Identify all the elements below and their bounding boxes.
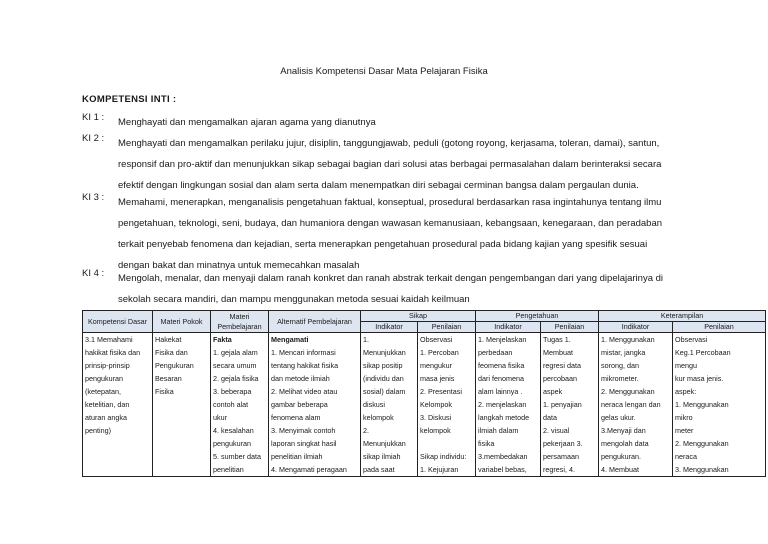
- cell-line: diskusi: [363, 400, 385, 409]
- cell-pengetahuan-penilaian: [541, 333, 599, 477]
- cell-line: 3.1 Memahami: [85, 335, 133, 344]
- cell-line: 1. Kejujuran: [420, 465, 459, 474]
- ki-text-line: Memahami, menerapkan, menganalisis pengetahuan faktual, konseptual, prosedural berdasarkan rasa ingintahunya tentang ilmu: [118, 197, 662, 208]
- ki-text: [118, 133, 718, 196]
- cell-line: regresi, 4.: [543, 465, 575, 474]
- cell-line: gelas ukur.: [601, 413, 636, 422]
- cell-line: Keg.1 Percobaan: [675, 348, 731, 357]
- cell-line: 1. Percoban: [420, 348, 459, 357]
- cell-line: Kelompok: [420, 400, 452, 409]
- cell-line: 1. penyajian: [543, 400, 582, 409]
- cell-line: 2. Menggunakan: [601, 387, 655, 396]
- cell-line: [155, 424, 208, 437]
- cell-sikap-indikator: [361, 333, 418, 477]
- cell-line: alam lainnya .: [478, 387, 523, 396]
- section-heading: KOMPETENSI INTI :: [82, 94, 177, 105]
- cell-line: 4. kesalahan: [213, 426, 254, 435]
- cell-line: Fisika dan: [155, 348, 188, 357]
- ki-text: [118, 268, 718, 310]
- ki-text-line: responsif dan pro-aktif dan menunjukkan sikap sebagai bagian dari solusi atas berbagai permasalahan dalam berinteraksi secara: [118, 159, 662, 170]
- ki-text-line: Mengolah, menalar, dan menyaji dalam ranah konkret dan ranah abstrak terkait dengan pengembangan dari yang dipelajarinya di: [118, 273, 664, 284]
- cell-line: 1. Mencari informasi: [271, 348, 336, 357]
- cell-line: [155, 463, 208, 476]
- ki-text-line: dengan bakat dan minatnya untuk memecahkan masalah: [118, 260, 360, 271]
- cell-line: 4. Mengamati peragaan: [271, 465, 347, 474]
- cell-alternatif-pembelajaran: [269, 333, 361, 477]
- cell-line: hakikat fisika dan: [85, 348, 141, 357]
- cell-line: 4. Membuat: [601, 465, 639, 474]
- cell-line: kur masa jenis.: [675, 374, 724, 383]
- cell-line: perbedaan: [478, 348, 513, 357]
- ki-label: KI 3 :: [82, 192, 105, 203]
- cell-line: variabel bebas,: [478, 465, 527, 474]
- cell-line: mistar, jangka: [601, 348, 646, 357]
- analysis-table: [82, 310, 766, 477]
- cell-keterampilan-penilaian: [673, 333, 766, 477]
- cell-keterampilan-indikator: [599, 333, 673, 477]
- ki-text-line: efektif dengan lingkungan sosial dan alam serta dalam menempatkan diri sebagai cerminan bangsa dalam pergaulan dunia.: [118, 180, 639, 191]
- cell-line: [85, 463, 150, 476]
- cell-line: 2. Menggunakan: [675, 439, 729, 448]
- ki-label: KI 4 :: [82, 268, 105, 279]
- cell-line: aspek:: [675, 387, 697, 396]
- cell-line: Observasi: [675, 335, 708, 344]
- cell-line: mengu: [675, 361, 697, 370]
- header-pengetahuan-penilaian: Penilaian: [541, 322, 599, 333]
- cell-line: contoh alat: [213, 400, 249, 409]
- cell-line: 1. gejala alam: [213, 348, 258, 357]
- header-sikap-indikator: Indikator: [361, 322, 418, 333]
- header-pengetahuan: Pengetahuan: [476, 311, 599, 322]
- cell-line: persamaan: [543, 452, 579, 461]
- cell-line: [85, 437, 150, 450]
- cell-line: ilmiah dalam: [478, 426, 519, 435]
- cell-line: sorong, dan: [601, 361, 639, 370]
- cell-line: prinsip-prinsip: [85, 361, 130, 370]
- cell-line: sosial) dalam: [363, 387, 406, 396]
- ki-text: [118, 112, 718, 133]
- cell-line: aturan angka: [85, 413, 127, 422]
- cell-line: Fisika: [155, 387, 174, 396]
- cell-line: Fakta: [213, 335, 232, 344]
- cell-line: penting): [85, 426, 111, 435]
- cell-materi-pokok: [153, 333, 211, 477]
- cell-line: 3. Menggunakan: [675, 465, 729, 474]
- cell-line: Membuat: [543, 348, 573, 357]
- cell-line: laporan singkat hasil: [271, 439, 337, 448]
- cell-kompetensi-dasar: [83, 333, 153, 477]
- cell-line: penelitian: [213, 465, 244, 474]
- header-sikap-penilaian: Penilaian: [418, 322, 476, 333]
- cell-line: Mengamati: [271, 335, 309, 344]
- cell-line: 1. Menjelaskan: [478, 335, 527, 344]
- cell-line: [155, 411, 208, 424]
- cell-line: Hakekat: [155, 335, 182, 344]
- cell-materi-pembelajaran: [211, 333, 269, 477]
- cell-line: ketelitian, dan: [85, 400, 130, 409]
- ki-text-line: sekolah secara mandiri, dan mampu menggunakan metoda sesuai kaidah keilmuan: [118, 294, 470, 305]
- cell-line: [420, 437, 473, 450]
- header-pengetahuan-indikator: Indikator: [476, 322, 541, 333]
- cell-line: mikro: [675, 413, 693, 422]
- cell-line: [85, 450, 150, 463]
- ki-text-line: terkait penyebab fenomena dan kejadian, serta menerapkan pengetahuan prosedural pada bidang kajian yang spesifik sesuai: [118, 239, 648, 250]
- header-keterampilan: Keterampilan: [599, 311, 766, 322]
- cell-line: 3.Menyaji dan: [601, 426, 646, 435]
- cell-line: dari fenomena: [478, 374, 524, 383]
- cell-line: mengolah data: [601, 439, 649, 448]
- document-title: Analisis Kompetensi Dasar Mata Pelajaran Fisika: [280, 66, 488, 77]
- header-sikap: Sikap: [361, 311, 476, 322]
- cell-line: 1.: [363, 335, 369, 344]
- cell-line: 3. Diskusi: [420, 413, 452, 422]
- cell-line: Besaran: [155, 374, 182, 383]
- cell-sikap-penilaian: [418, 333, 476, 477]
- cell-line: pengukuran: [213, 439, 251, 448]
- header-keterampilan-penilaian: Penilaian: [673, 322, 766, 333]
- ki-label: KI 2 :: [82, 133, 105, 144]
- cell-line: sikap ilmiah: [363, 452, 401, 461]
- cell-line: fenomena alam: [271, 413, 321, 422]
- cell-line: 1. Menggunakan: [601, 335, 655, 344]
- cell-line: feomena fisika: [478, 361, 525, 370]
- cell-line: sikap positip: [363, 361, 403, 370]
- cell-line: 2. Presentasi: [420, 387, 462, 396]
- cell-line: dan metode ilmiah: [271, 374, 330, 383]
- cell-line: [155, 437, 208, 450]
- cell-line: 2. menjelaskan: [478, 400, 527, 409]
- cell-line: kelompok: [420, 426, 451, 435]
- cell-line: masa jenis: [420, 374, 455, 383]
- cell-line: 3. beberapa: [213, 387, 252, 396]
- cell-line: 5. sumber data: [213, 452, 261, 461]
- cell-line: (individu dan: [363, 374, 404, 383]
- cell-line: pekerjaan 3.: [543, 439, 583, 448]
- header-materi-pembelajaran: Materi Pembelajaran: [211, 311, 269, 333]
- cell-line: 2. gejala fisika: [213, 374, 259, 383]
- cell-line: pengukuran: [85, 374, 123, 383]
- ki-text-line: pengetahuan, teknologi, seni, budaya, dan humaniora dengan wawasan kemanusiaan, kebangsaan, kenegaraan, dan peradaban: [118, 218, 663, 229]
- cell-line: Menunjukkan: [363, 439, 406, 448]
- cell-line: pada saat: [363, 465, 395, 474]
- cell-line: Pengukuran: [155, 361, 194, 370]
- cell-line: mengukur: [420, 361, 452, 370]
- cell-line: tentang hakikat fisika: [271, 361, 339, 370]
- cell-line: ukur: [213, 413, 227, 422]
- cell-line: meter: [675, 426, 694, 435]
- cell-line: 1. Menggunakan: [675, 400, 729, 409]
- header-materi-pokok: Materi Pokok: [153, 311, 211, 333]
- cell-line: aspek: [543, 387, 563, 396]
- cell-line: (ketepatan,: [85, 387, 121, 396]
- cell-line: secara umum: [213, 361, 257, 370]
- cell-line: neraca lengan dan: [601, 400, 661, 409]
- ki-text: [118, 192, 718, 276]
- cell-line: [155, 450, 208, 463]
- cell-line: fisika: [478, 439, 495, 448]
- cell-pengetahuan-indikator: [476, 333, 541, 477]
- cell-line: 2. visual: [543, 426, 570, 435]
- cell-line: percobaan: [543, 374, 577, 383]
- ki-text-line: Menghayati dan mengamalkan ajaran agama yang dianutnya: [118, 117, 376, 128]
- header-kompetensi-dasar: Kompetensi Dasar: [83, 311, 153, 333]
- cell-line: Observasi: [420, 335, 453, 344]
- ki-text-line: Menghayati dan mengamalkan perilaku jujur, disiplin, tanggungjawab, peduli (gotong royong, kerjasama, toleran, damai), santun,: [118, 138, 660, 149]
- cell-line: penelitian ilmiah: [271, 452, 323, 461]
- cell-line: pengukuran.: [601, 452, 641, 461]
- cell-line: 3. Menyimak contoh: [271, 426, 336, 435]
- cell-line: [155, 398, 208, 411]
- ki-label: KI 1 :: [82, 112, 105, 123]
- cell-line: 3.membedakan: [478, 452, 528, 461]
- cell-line: langkah metode: [478, 413, 530, 422]
- cell-line: Menunjukkan: [363, 348, 406, 357]
- cell-line: regresi data: [543, 361, 581, 370]
- cell-line: kelompok: [363, 413, 394, 422]
- header-alternatif-pembelajaran: Alternatif Pembelajaran: [269, 311, 361, 333]
- cell-line: data: [543, 413, 558, 422]
- cell-line: mikrometer.: [601, 374, 639, 383]
- header-keterampilan-indikator: Indikator: [599, 322, 673, 333]
- cell-line: Tugas 1.: [543, 335, 571, 344]
- cell-line: Sikap individu:: [420, 452, 467, 461]
- cell-line: 2.: [363, 426, 369, 435]
- cell-line: 2. Melihat video atau: [271, 387, 338, 396]
- cell-line: gambar beberapa: [271, 400, 328, 409]
- cell-line: neraca: [675, 452, 697, 461]
